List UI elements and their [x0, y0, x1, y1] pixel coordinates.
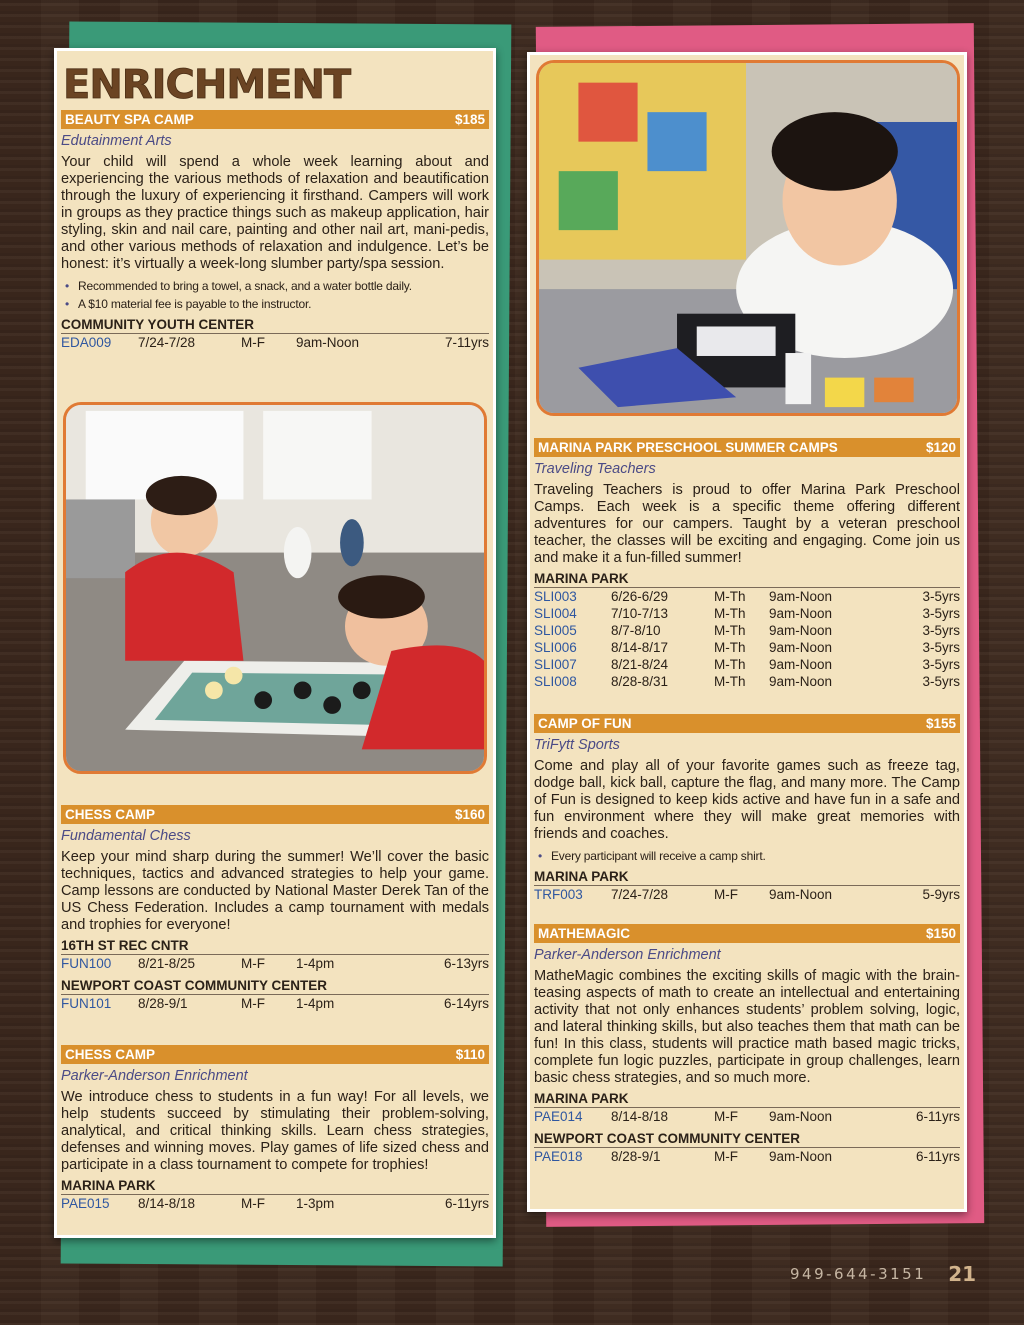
course-code[interactable]: SLI005: [534, 623, 577, 638]
location-heading: MARINA PARK: [534, 869, 960, 886]
course-title: CHESS CAMP: [65, 807, 156, 822]
course-days: M-F: [714, 1149, 738, 1164]
camp-of-fun-listing: [534, 714, 960, 903]
course-dates: 7/24-7/28: [138, 335, 196, 350]
schedule-row: [534, 656, 960, 673]
course-time: 9am-Noon: [769, 887, 833, 902]
course-ages: 3-5yrs: [922, 674, 960, 689]
course-code[interactable]: SLI007: [534, 657, 577, 672]
course-time: 9am-Noon: [769, 657, 833, 672]
course-ages: 7-11yrs: [444, 335, 489, 350]
schedule-row: [534, 886, 960, 903]
course-dates: 8/7-8/10: [611, 623, 661, 638]
course-price: $155: [925, 716, 956, 731]
course-provider: TriFytt Sports: [534, 737, 620, 753]
preschool-child-photo: [536, 60, 960, 416]
course-title-bar: [534, 438, 960, 457]
course-description: MatheMagic combines the exciting skills of magic with the brain-teasing aspects of math to create an intellectual and entertaining activity that not only enhances students’ problem solving, logic, and lateral thinking skills, but also teaches them that math can be fun! In this class, students will practice math based magic tricks, complete fun logic puzzles, participate in group challenges, learn basic chess strategies, and so much more.: [534, 968, 960, 1086]
schedule-row: [61, 995, 489, 1012]
course-time: 9am-Noon: [769, 640, 833, 655]
course-time: 9am-Noon: [296, 335, 360, 350]
course-ages: 6-13yrs: [443, 956, 489, 971]
chess-kids-photo: [63, 402, 487, 774]
course-provider: Parker-Anderson Enrichment: [61, 1068, 248, 1084]
course-dates: 7/24-7/28: [611, 887, 669, 902]
course-code[interactable]: SLI004: [534, 606, 577, 621]
course-code[interactable]: SLI003: [534, 589, 577, 604]
course-provider: Edutainment Arts: [61, 133, 172, 149]
course-description: Keep your mind sharp during the summer! We’ll cover the basic techniques, tactics and advanced strategies to help your game. Camp lessons are conducted by National Master Derek Tan of the US Chess Federation. Includes a camp tournament with medals and trophies for everyone!: [61, 849, 489, 933]
course-days: M-Th: [714, 623, 746, 638]
course-price: $160: [454, 807, 485, 822]
course-description: Your child will spend a whole week learning about and experiencing the various methods of relaxation and beautification through the luxury of experiencing it firsthand. Campers will work in groups as they practice things such as makeup application, hair styling, skin and nail care, painting and other nail art, mani-pedis, and other various methods of relaxation and indulgence. Let’s be honest: it’s virtually a week-long slumber party/spa session.: [61, 154, 489, 272]
course-title-bar: [61, 110, 489, 129]
course-time: 9am-Noon: [769, 623, 833, 638]
schedule-row: [61, 955, 489, 972]
course-days: M-F: [714, 887, 738, 902]
schedule-row: [61, 1195, 489, 1212]
schedule-row: [534, 673, 960, 690]
course-time: 9am-Noon: [769, 606, 833, 621]
course-title: CHESS CAMP: [65, 1047, 156, 1062]
course-provider: Parker-Anderson Enrichment: [534, 947, 721, 963]
course-ages: 6-11yrs: [915, 1109, 960, 1124]
course-time: 1-4pm: [296, 996, 335, 1011]
course-ages: 3-5yrs: [922, 640, 960, 655]
course-ages: 6-11yrs: [444, 1196, 489, 1211]
course-title-bar: [534, 924, 960, 943]
course-note: • A $10 material fee is payable to the instructor.: [61, 295, 489, 313]
course-dates: 8/28-8/31: [611, 674, 669, 689]
course-note: • Every participant will receive a camp shirt.: [534, 847, 960, 865]
course-title: MATHEMAGIC: [538, 926, 630, 941]
schedule-row: [534, 1108, 960, 1125]
schedule-row: [534, 588, 960, 605]
course-dates: 8/28-9/1: [611, 1149, 661, 1164]
course-time: 9am-Noon: [769, 1109, 833, 1124]
course-price: $185: [454, 112, 485, 127]
course-time: 1-4pm: [296, 956, 335, 971]
location-heading: COMMUNITY YOUTH CENTER: [61, 317, 489, 334]
location-heading: MARINA PARK: [61, 1178, 489, 1195]
course-description: We introduce chess to students in a fun way! For all levels, we help students succeed by stimulating their problem-solving, analytical, and critical thinking skills. Learn chess strategies, defenses and winning moves. Play games of life sized chess and participate in a class tournament to compete for trophies!: [61, 1089, 489, 1173]
course-dates: 8/21-8/25: [138, 956, 196, 971]
course-days: M-Th: [714, 606, 746, 621]
course-ages: 6-11yrs: [915, 1149, 960, 1164]
course-title-bar: [61, 805, 489, 824]
course-days: M-F: [714, 1109, 738, 1124]
course-dates: 8/28-9/1: [138, 996, 188, 1011]
course-ages: 3-5yrs: [922, 589, 960, 604]
course-code[interactable]: SLI006: [534, 640, 577, 655]
course-description: Traveling Teachers is proud to offer Marina Park Preschool Camps. Each week is a specific theme offering different adventures for our campers. Taught by a veteran preschool teacher, the classes will be exciting and engaging. Come join us and make it a fun-filled summer!: [534, 482, 960, 566]
course-ages: 3-5yrs: [922, 657, 960, 672]
course-time: 9am-Noon: [769, 589, 833, 604]
course-time: 9am-Noon: [769, 1149, 833, 1164]
course-description: Come and play all of your favorite games such as freeze tag, dodge ball, kick ball, capture the flag, and many more. The Camp of Fun is designed to keep kids active and have fun in a safe and fun environment where they will make great memories with friends and coaches.: [534, 758, 960, 842]
phone-number: 949-644-3151: [790, 1265, 927, 1283]
preschool-child-image: [539, 63, 957, 413]
schedule-row: [61, 334, 489, 351]
course-code[interactable]: FUN101: [61, 996, 112, 1011]
course-notes: [534, 847, 960, 865]
location-heading: 16TH ST REC CNTR: [61, 938, 489, 955]
course-days: M-Th: [714, 589, 746, 604]
course-dates: 8/21-8/24: [611, 657, 669, 672]
schedule-row: [534, 605, 960, 622]
location-heading: NEWPORT COAST COMMUNITY CENTER: [61, 978, 489, 995]
chess-camp-listing-1: [61, 805, 489, 1012]
course-days: M-F: [241, 335, 265, 350]
course-provider: Traveling Teachers: [534, 461, 656, 477]
course-title: CAMP OF FUN: [538, 716, 632, 731]
course-code[interactable]: PAE018: [534, 1149, 583, 1164]
course-ages: 3-5yrs: [922, 606, 960, 621]
left-column-panel: [54, 48, 496, 1238]
course-time: 1-3pm: [296, 1196, 335, 1211]
course-days: M-F: [241, 1196, 265, 1211]
course-days: M-F: [241, 996, 265, 1011]
course-dates: 6/26-6/29: [611, 589, 669, 604]
schedule-row: [534, 639, 960, 656]
chess-camp-listing-2: [61, 1045, 489, 1212]
course-code[interactable]: PAE015: [61, 1196, 110, 1211]
course-price: $150: [925, 926, 956, 941]
course-title-bar: [534, 714, 960, 733]
schedule-row: [534, 622, 960, 639]
course-ages: 3-5yrs: [922, 623, 960, 638]
course-price: $110: [455, 1047, 485, 1062]
location-heading: MARINA PARK: [534, 571, 960, 588]
course-ages: 6-14yrs: [443, 996, 489, 1011]
page-footer: [790, 1261, 980, 1287]
course-days: M-Th: [714, 640, 746, 655]
course-notes: [61, 277, 489, 313]
mathemagic-listing: [534, 924, 960, 1165]
course-time: 9am-Noon: [769, 674, 833, 689]
course-provider: Fundamental Chess: [61, 828, 191, 844]
beauty-spa-camp-listing: [61, 110, 489, 351]
course-code[interactable]: TRF003: [534, 887, 583, 902]
course-title: MARINA PARK PRESCHOOL SUMMER CAMPS: [538, 440, 838, 455]
course-dates: 8/14-8/18: [611, 1109, 669, 1124]
location-heading: MARINA PARK: [534, 1091, 960, 1108]
location-heading: NEWPORT COAST COMMUNITY CENTER: [534, 1131, 960, 1148]
course-dates: 7/10-7/13: [611, 606, 669, 621]
course-title: BEAUTY SPA CAMP: [65, 112, 194, 127]
preschool-summer-camps-listing: [534, 438, 960, 690]
chess-kids-image: [66, 405, 484, 771]
course-days: M-Th: [714, 657, 746, 672]
course-dates: 8/14-8/17: [611, 640, 669, 655]
course-dates: 8/14-8/18: [138, 1196, 196, 1211]
schedule-row: [534, 1148, 960, 1165]
course-days: M-Th: [714, 674, 746, 689]
course-code[interactable]: FUN100: [61, 956, 112, 971]
page-number: 21: [948, 1262, 977, 1286]
course-price: $120: [925, 440, 956, 455]
course-title-bar: [61, 1045, 489, 1064]
page-title: ENRICHMENT: [63, 62, 351, 108]
course-note: • Recommended to bring a towel, a snack, and a water bottle daily.: [61, 277, 489, 295]
course-code[interactable]: EDA009: [61, 335, 112, 350]
course-ages: 5-9yrs: [922, 887, 960, 902]
right-column-panel: [527, 52, 967, 1212]
course-code[interactable]: SLI008: [534, 674, 577, 689]
course-code[interactable]: PAE014: [534, 1109, 583, 1124]
course-days: M-F: [241, 956, 265, 971]
